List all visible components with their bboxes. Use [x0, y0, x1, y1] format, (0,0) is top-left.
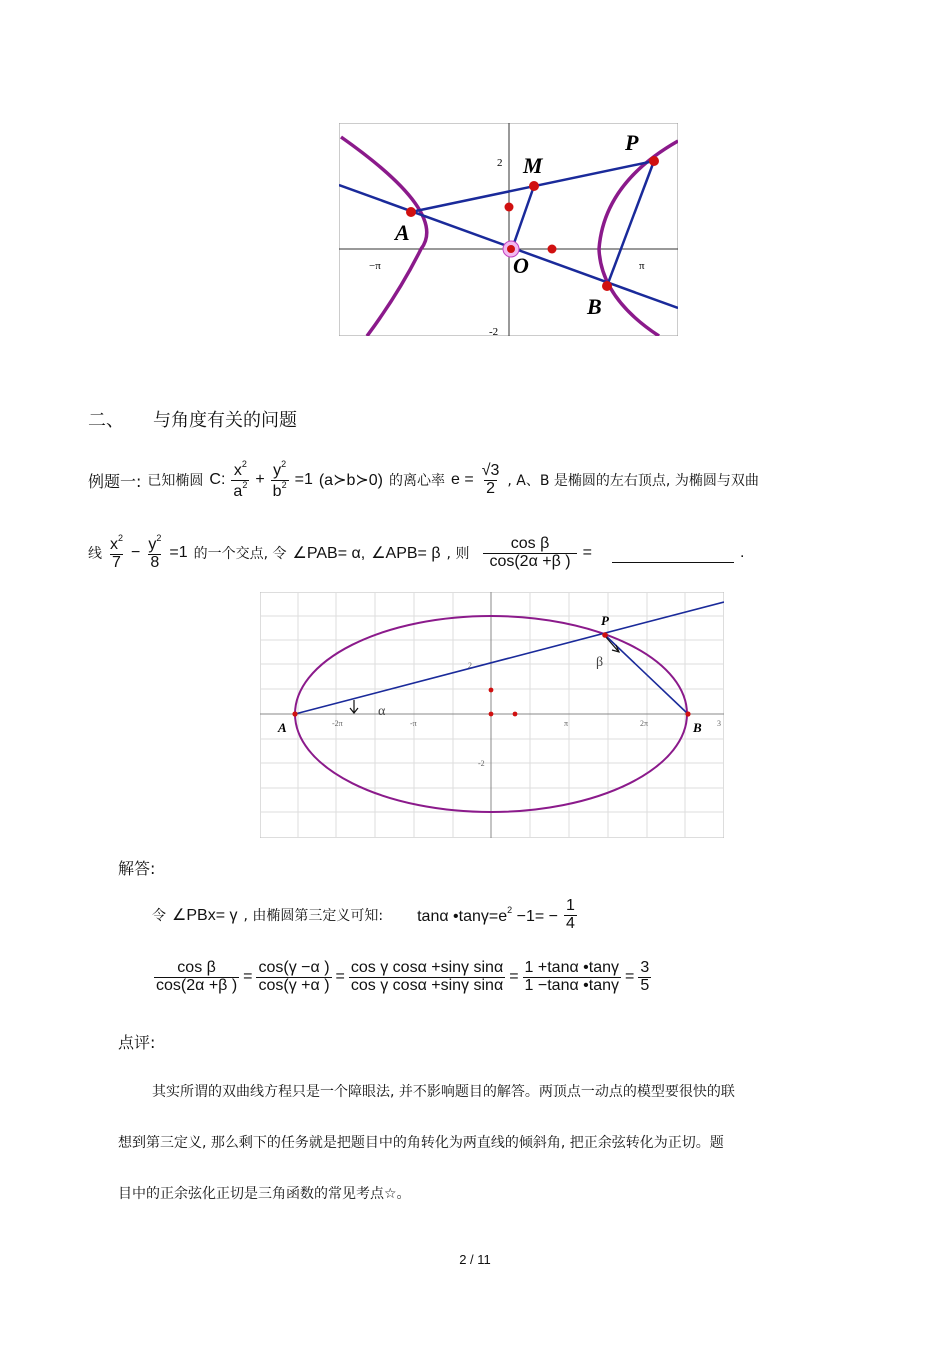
- label-M: M: [523, 153, 543, 178]
- frac-x2a2: $\frac{x^2}{a^2}$: [233, 458, 248, 500]
- angle-PAB: ∠PAB= α,: [292, 545, 366, 562]
- ellipse-C: C:: [209, 471, 226, 488]
- comment-p3: 目中的正余弦化正切是三角函数的常见考点☆。: [118, 1186, 411, 1202]
- label-P: P: [625, 130, 639, 155]
- angle-PBx: ∠PBx= γ: [172, 907, 238, 924]
- label-beta: β: [596, 655, 604, 670]
- example-text1: 已知椭圆: [147, 473, 204, 489]
- label-A2: A: [278, 720, 287, 735]
- label-A: A: [395, 220, 410, 245]
- answer-blank: [612, 544, 734, 563]
- svg-text:2π: 2π: [640, 719, 649, 728]
- svg-text:-π: -π: [410, 719, 417, 728]
- label-O: O: [513, 253, 529, 278]
- comment-p1: 其实所谓的双曲线方程只是一个障眼法, 并不影响题目的解答。两顶点一动点的模型要很快的联: [152, 1084, 735, 1100]
- angle-APB: ∠APB= β: [371, 545, 441, 562]
- label-B2: B: [693, 720, 702, 735]
- hyperbola-figure: [339, 123, 678, 336]
- solution-heading: 解答:: [118, 859, 156, 878]
- frac-question: $\frac{\text{cos β}}{\cos(2\alpha +\beta )}$: [483, 536, 576, 571]
- tick-xp: π: [639, 260, 645, 272]
- label-P2: P: [601, 613, 609, 628]
- svg-text:π: π: [564, 719, 569, 728]
- solution-line1: 令 ∠PBx= γ , 由椭圆第三定义可知: tanα $•\tan\gamma=e^2 -1=$ − $\frac{1}{4}$: [152, 896, 575, 932]
- frac-eccentricity: $\frac{√3}{2}$: [481, 461, 500, 497]
- r4: $\frac{1 +\tan\alpha •\tan\gamma}{1 -\tan\alpha •\tan\gamma}$: [524, 958, 620, 994]
- tick-xm: −π: [369, 260, 381, 272]
- label-B: B: [587, 294, 602, 319]
- r1: $\frac{\text{cos β}}{\cos(2\alpha +\beta )}$: [156, 958, 238, 994]
- page-number: 2 / 11: [459, 1252, 491, 1267]
- tick-ym2: -2: [489, 326, 499, 336]
- solution-line2: $\frac{\text{cos β}}{\cos(2\alpha +\beta )}$ = $\frac{\cos(\gamma -\alpha )}{\cos(\gamma +\alpha )}$ = $\frac{\text{cos γ cosα +sinγ sinα}}{\text{cos γ cosα +sinγ sinα}}$ = $\frac{1 +\tan\alpha •\tan\gamma}{1 -\tan\alpha •\tan\gamma}$ = $\frac{3}{5}$: [156, 958, 650, 994]
- example-line2: 线 $\frac{x^2}{7}$ − $\frac{y^2}{8}$ =1 的一个交点, 令 ∠PAB= α, ∠APB= β , 则 $\frac{\text{cos β}}{\cos(2\alpha +\beta )}$ = .: [88, 533, 745, 571]
- tan-product: tanα $•\tan\gamma=e^2 -1=$ −: [417, 904, 558, 925]
- frac-quarter: $\frac{1}{4}$: [565, 896, 575, 932]
- r2: $\frac{\cos(\gamma -\alpha )}{\cos(\gamma +\alpha )}$: [258, 958, 330, 994]
- r5: $\frac{3}{5}$: [640, 958, 650, 994]
- frac-y2b2: $\frac{y^2}{b^2}$: [272, 458, 287, 500]
- condition: (a≻b≻0): [318, 472, 384, 489]
- example-label: 例题一:: [88, 471, 142, 491]
- tick-ym2: -2: [478, 759, 485, 768]
- svg-text:-2π: -2π: [332, 719, 343, 728]
- tick-y2: 2: [497, 157, 503, 169]
- section-title: 与角度有关的问题: [153, 410, 297, 431]
- example-line1: 例题一: 已知椭圆 C: $\frac{x^2}{a^2}$ + $\frac{y^2}{b^2}$ =1 (a≻b≻0) 的离心率 e = $\frac{√3}{2}$ , A、B 是椭圆的左右顶点, 为椭圆与双曲: [88, 458, 759, 500]
- label-alpha: α: [378, 704, 386, 719]
- comment-p2: 想到第三定义, 那么剩下的任务就是把题目中的角转化为两直线的倾斜角, 把正余弦转化为正切。题: [118, 1135, 724, 1151]
- section-number: 二、: [88, 410, 124, 431]
- comment-heading: 点评:: [118, 1033, 156, 1052]
- r3: $\frac{\text{cos γ cosα +sinγ sinα}}{\text{cos γ cosα +sinγ sinα}}$: [350, 958, 504, 994]
- ellipse-figure: [260, 592, 724, 838]
- frac-x7: $\frac{x^2}{7}$: [110, 533, 124, 571]
- tick-y2: 2: [468, 661, 472, 670]
- svg-text:3: 3: [717, 719, 721, 728]
- frac-y8: $\frac{y^2}{8}$: [148, 533, 162, 571]
